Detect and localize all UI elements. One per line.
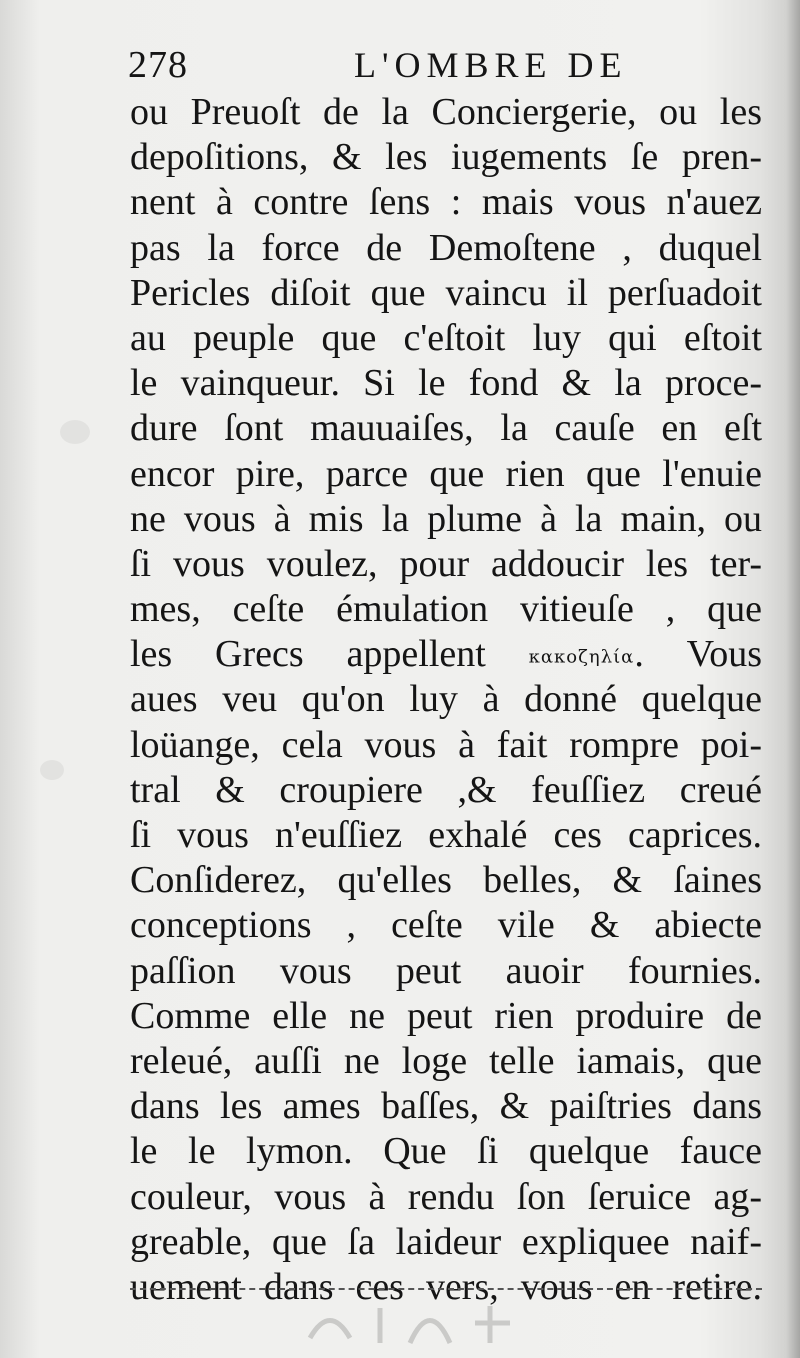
running-head: L'OMBRE DE xyxy=(354,45,628,85)
text-line: encor pire, parce que rien que l'enuie xyxy=(130,452,762,495)
paper-stain xyxy=(40,760,64,780)
text-line: nent à contre ſens : mais vous n'auez xyxy=(130,181,762,224)
text-line: le vainqueur. Si le fond & la proce- xyxy=(130,362,762,405)
bottom-rule xyxy=(130,1288,762,1290)
text-line: ne vous à mis la plume à la main, ou xyxy=(130,497,762,540)
text-line: ſi vous voulez, pour addoucir les ter- xyxy=(130,542,762,585)
text-line: depoſitions, & les iugements ſe pren- xyxy=(130,136,762,179)
text-line: le le lymon. Que ſi quelque fauce xyxy=(130,1130,762,1173)
text-line: ou Preuoſt de la Conciergerie, ou les xyxy=(130,91,762,133)
text-line: pas la force de Demoſtene , duquel xyxy=(130,226,762,269)
text-line: paſſion vous peut auoir fournies. xyxy=(130,949,762,992)
text-segment: les Grecs appellent xyxy=(130,633,486,676)
text-line: loüange, cela vous à fait rompre poi- xyxy=(130,723,762,766)
text-line: greable, que ſa laideur expliquee naif- xyxy=(130,1220,762,1263)
body-text xyxy=(130,90,762,1310)
text-line: dans les ames baſſes, & paiſtries dans xyxy=(130,1085,762,1128)
text-line: Conſiderez, qu'elles belles, & ſaines xyxy=(130,859,762,902)
page-header xyxy=(128,40,768,90)
paper-stain xyxy=(60,420,90,444)
text-segment: . Vous xyxy=(634,633,762,676)
text-line: au peuple que c'eſtoit luy qui eſtoit xyxy=(130,316,762,359)
text-line: tral & croupiere ,& feuſſiez creué xyxy=(130,768,762,811)
text-line: Comme elle ne peut rien produire de xyxy=(130,994,762,1037)
text-line: conceptions , ceſte vile & abiecte xyxy=(130,904,762,947)
page-gutter-shadow xyxy=(786,0,800,1358)
text-line: releué, auſſi ne loge telle iamais, que xyxy=(130,1039,762,1082)
text-line: Pericles diſoit que vaincu il perſuadoit xyxy=(130,271,762,314)
text-line: dure ſont mauuaiſes, la cauſe en eſt xyxy=(130,407,762,450)
page-number: 278 xyxy=(128,44,188,86)
greek-word: κακοζηλία xyxy=(528,646,635,668)
text-line: uement dans ces vers, vous en retire. xyxy=(130,1265,762,1308)
text-line: ſi vous n'euſſiez exhalé ces caprices. xyxy=(130,814,762,856)
text-line: mes, ceſte émulation vitieuſe , que xyxy=(130,588,762,631)
text-line-with-greek xyxy=(130,632,762,677)
text-line: aues veu qu'on luy à donné quelque xyxy=(130,678,762,721)
bleed-through-marks xyxy=(300,1298,530,1348)
text-line: couleur, vous à rendu ſon ſeruice ag- xyxy=(130,1175,762,1218)
